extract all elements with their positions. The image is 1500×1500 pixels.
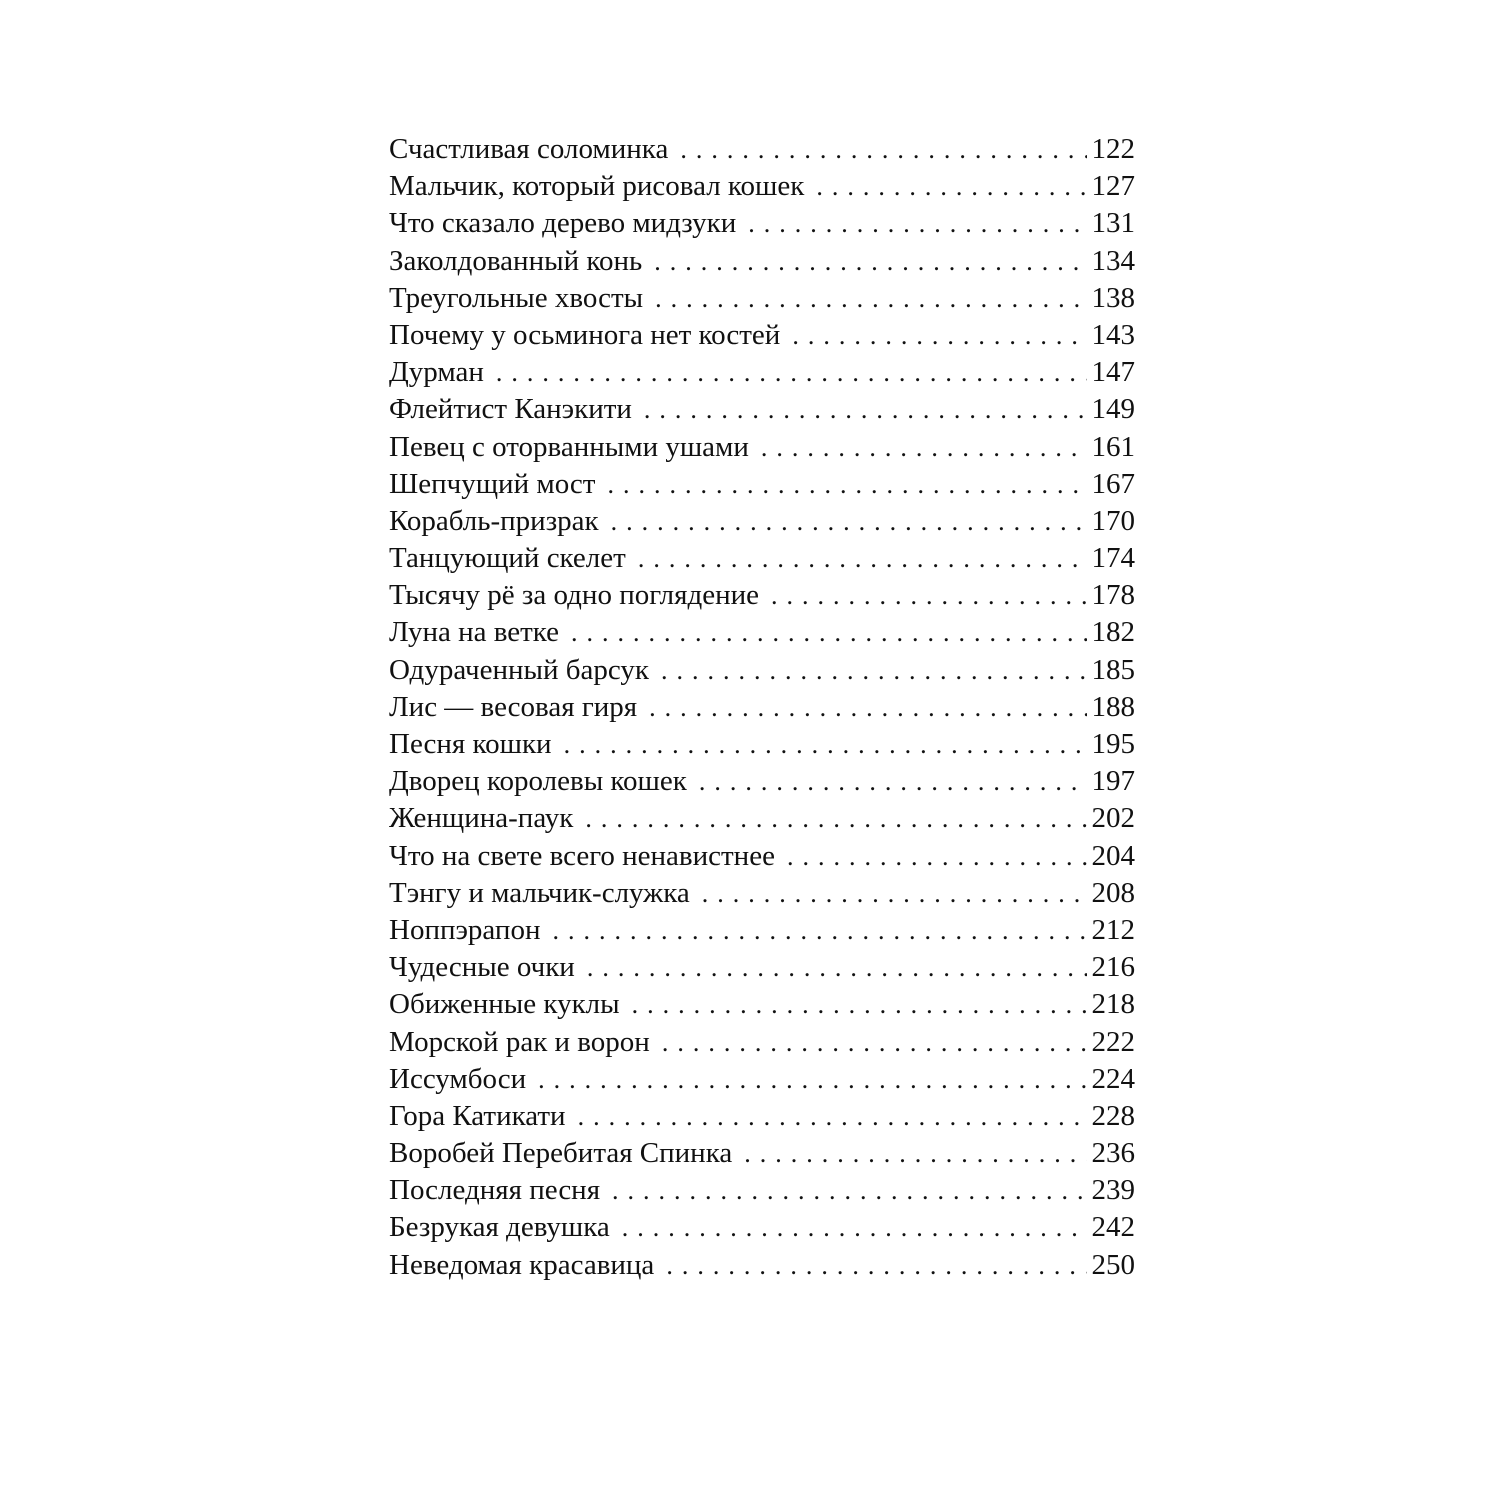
toc-entry-page-number: 174 (1091, 542, 1135, 575)
toc-entry-page-number: 127 (1091, 170, 1135, 203)
toc-entry-page-number: 242 (1091, 1211, 1135, 1244)
toc-entry-page-number: 134 (1091, 244, 1135, 277)
dot-leader (666, 1247, 1087, 1284)
dot-leader (578, 1098, 1087, 1135)
dot-leader (571, 614, 1087, 651)
dot-leader (771, 577, 1087, 614)
dot-leader (702, 875, 1087, 912)
toc-entry-title: Луна на ветке (389, 616, 560, 649)
toc-entry-title: Гора Катикати (389, 1099, 566, 1132)
toc-entry-page-number: 212 (1091, 913, 1135, 946)
toc-entry (389, 168, 1135, 205)
toc-entry-title: Женщина-паук (389, 802, 574, 835)
toc-entry-page-number: 222 (1091, 1025, 1135, 1058)
toc-entry (389, 800, 1135, 837)
toc-entry-title: Певец с оторванными ушами (389, 430, 749, 463)
toc-entry-title: Воробей Перебитая Спинка (389, 1137, 733, 1170)
toc-entry (389, 1209, 1135, 1246)
dot-leader (607, 466, 1087, 503)
toc-entry (389, 652, 1135, 689)
toc-entry-page-number: 167 (1091, 467, 1135, 500)
dot-leader (748, 205, 1087, 242)
toc-entry-page-number: 228 (1091, 1099, 1135, 1132)
toc-entry-page-number: 161 (1091, 430, 1135, 463)
dot-leader (680, 131, 1087, 168)
toc-entry (389, 838, 1135, 875)
toc-entry-title: Дурман (389, 356, 484, 389)
toc-entry-title: Что на свете всего ненавистнее (389, 839, 775, 872)
dot-leader (611, 503, 1087, 540)
toc-entry-page-number: 188 (1091, 690, 1135, 723)
toc-entry (389, 1247, 1135, 1284)
toc-entry-page-number: 216 (1091, 951, 1135, 984)
toc-entry-title: Одураченный барсук (389, 653, 649, 686)
toc-entry-title: Мальчик, который рисовал кошек (389, 170, 805, 203)
toc-entry (389, 317, 1135, 354)
dot-leader (816, 168, 1087, 205)
toc-entry (389, 1135, 1135, 1172)
toc-entry (389, 205, 1135, 242)
toc-entry (389, 466, 1135, 503)
toc-entry (389, 391, 1135, 428)
toc-entry-title: Дворец королевы кошек (389, 765, 687, 798)
dot-leader (632, 986, 1087, 1023)
toc-entry-page-number: 224 (1091, 1062, 1135, 1095)
toc-entry-title: Чудесные очки (389, 951, 575, 984)
toc-entry-title: Обиженные куклы (389, 988, 620, 1021)
toc-entry (389, 912, 1135, 949)
toc-entry-page-number: 178 (1091, 579, 1135, 612)
toc-entry (389, 540, 1135, 577)
dot-leader (552, 912, 1087, 949)
dot-leader (585, 800, 1087, 837)
dot-leader (496, 354, 1087, 391)
toc-entry-title: Песня кошки (389, 728, 552, 760)
toc-entry (389, 1061, 1135, 1098)
toc-entry-page-number: 208 (1091, 876, 1135, 909)
toc-entry-page-number: 143 (1091, 318, 1135, 351)
dot-leader (564, 726, 1087, 763)
toc-entry-title: Флейтист Канэкити (389, 393, 632, 426)
toc-entry-page-number: 182 (1091, 616, 1135, 649)
toc-entry (389, 1098, 1135, 1135)
toc-entry-title: Заколдованный конь (389, 244, 643, 277)
toc-entry-title: Треугольные хвосты (389, 281, 644, 314)
dot-leader (644, 391, 1087, 428)
dot-leader (744, 1135, 1087, 1172)
toc-entry-page-number: 131 (1091, 207, 1135, 240)
toc-entry (389, 280, 1135, 317)
toc-entry-title: Танцующий скелет (389, 542, 626, 575)
toc-entry (389, 949, 1135, 986)
toc-entry (389, 986, 1135, 1023)
toc-entry-page-number: 195 (1091, 728, 1135, 760)
toc-entry (389, 354, 1135, 391)
toc-entry (389, 614, 1135, 651)
dot-leader (761, 429, 1087, 466)
toc-entry-page-number: 236 (1091, 1137, 1135, 1170)
dot-leader (612, 1172, 1087, 1209)
toc-entry (389, 577, 1135, 614)
toc-entry-title: Лис — весовая гиря (389, 690, 638, 723)
toc-entry-page-number: 149 (1091, 393, 1135, 426)
toc-entry-title: Неведомая красавица (389, 1248, 655, 1281)
toc-entry-page-number: 122 (1091, 133, 1135, 165)
toc-entry (389, 503, 1135, 540)
dot-leader (661, 652, 1087, 689)
toc-entry (389, 243, 1135, 280)
toc-entry-page-number: 197 (1091, 765, 1135, 798)
toc-entry (389, 429, 1135, 466)
dot-leader (655, 280, 1087, 317)
toc-entry-page-number: 218 (1091, 988, 1135, 1021)
toc-entry-page-number: 202 (1091, 802, 1135, 835)
toc-entry-title: Последняя песня (389, 1174, 601, 1207)
dot-leader (787, 838, 1087, 875)
toc-entry-title: Иссумбоси (389, 1062, 527, 1095)
toc-entry (389, 763, 1135, 800)
toc-entry (389, 1024, 1135, 1061)
toc-entry-page-number: 138 (1091, 281, 1135, 314)
toc-entry-page-number: 170 (1091, 504, 1135, 537)
toc-entry-title: Шепчущий мост (389, 467, 596, 500)
dot-leader (587, 949, 1087, 986)
dot-leader (638, 540, 1087, 577)
toc-entry-title: Что сказало дерево мидзуки (389, 207, 737, 240)
toc-entry-title: Ноппэрапон (389, 913, 541, 946)
dot-leader (538, 1061, 1087, 1098)
toc-entry-title: Морской рак и ворон (389, 1025, 650, 1058)
toc-entry-page-number: 204 (1091, 839, 1135, 872)
toc-entry-page-number: 239 (1091, 1174, 1135, 1207)
toc-entry-page-number: 185 (1091, 653, 1135, 686)
toc-entry-title: Безрукая девушка (389, 1211, 610, 1244)
dot-leader (654, 243, 1087, 280)
toc-entry (389, 131, 1135, 168)
dot-leader (699, 763, 1087, 800)
toc-entry-title: Корабль-призрак (389, 504, 599, 537)
table-of-contents (389, 131, 1135, 1284)
toc-entry (389, 689, 1135, 726)
toc-entry (389, 875, 1135, 912)
dot-leader (649, 689, 1087, 726)
toc-entry-title: Счастливая соломинка (389, 133, 669, 165)
toc-entry (389, 726, 1135, 763)
toc-entry-title: Почему у осьминога нет костей (389, 318, 781, 351)
dot-leader (662, 1024, 1087, 1061)
dot-leader (792, 317, 1087, 354)
toc-entry-page-number: 250 (1091, 1248, 1135, 1281)
toc-entry-title: Тэнгу и мальчик-служка (389, 876, 690, 909)
toc-entry-page-number: 147 (1091, 356, 1135, 389)
toc-entry (389, 1172, 1135, 1209)
dot-leader (622, 1209, 1087, 1246)
toc-entry-title: Тысячу рё за одно поглядение (389, 579, 759, 612)
